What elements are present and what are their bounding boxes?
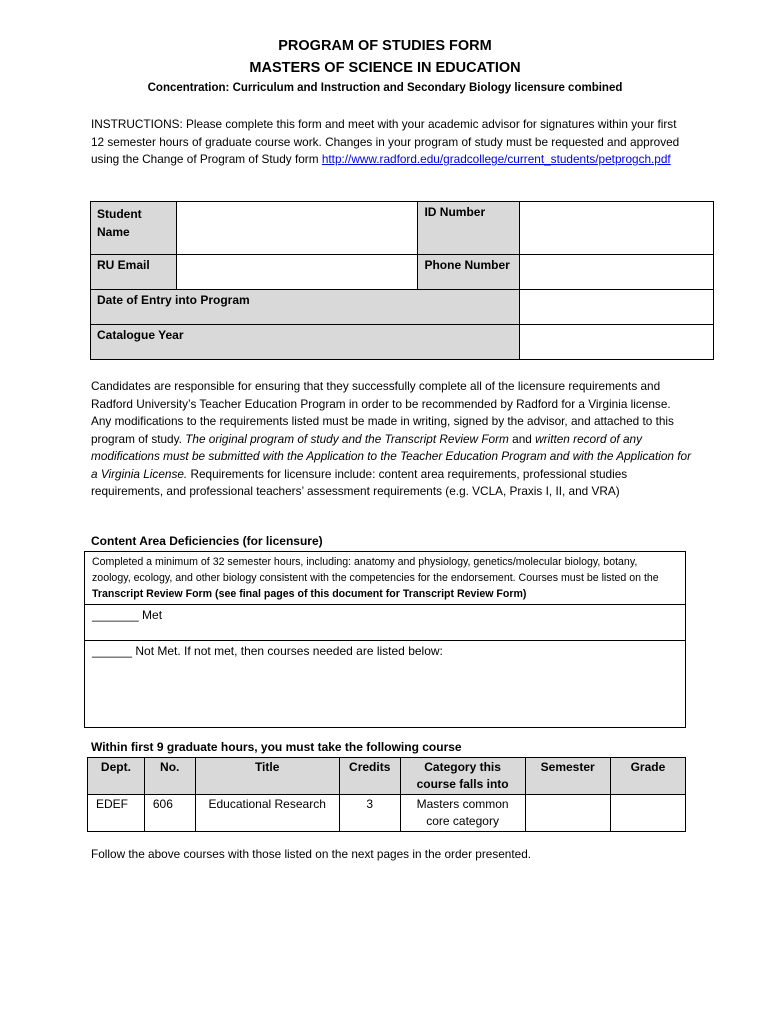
candidates-italic-1: The original program of study and the Transcript Review Form <box>185 431 509 446</box>
id-number-field[interactable] <box>520 202 714 255</box>
courses-table <box>87 757 686 832</box>
candidates-text-2: and <box>512 431 532 446</box>
candidates-text-3: Requirements for licensure include: content area requirements, professional studies requirements, and professional teachers’ assessment requirements (e.g. VCLA, Praxis I, II, and VRA) <box>91 466 628 498</box>
candidates-text-1: Candidates are responsible for ensuring that they successfully complete all of the licensure requirements and Radford University’s Teacher Education Program in order to be recommended by Radford for a Virginia license. Any modifications to the requirements listed must be made in writing, signed by the advisor, and attached to this program of study. <box>91 379 674 446</box>
content-area-description-text: Completed a minimum of 32 semester hours, including: anatomy and physiology, genetics/molecular biology, botany, zoology, ecology, and other biology consistent with the competencies for the endorsement. Courses must be listed on the <box>92 556 659 584</box>
degree-title: MASTERS OF SCIENCE IN EDUCATION <box>249 60 521 76</box>
transcript-review-note: Transcript Review Form (see final pages of this document for Transcript Review Form) <box>92 588 527 600</box>
phone-number-field[interactable] <box>520 255 714 290</box>
col-credits: Credits <box>339 758 400 795</box>
cell-no: 606 <box>144 795 195 832</box>
content-area-heading: Content Area Deficiencies (for licensure) <box>91 534 323 548</box>
form-title: PROGRAM OF STUDIES FORM <box>278 38 492 54</box>
student-info-table <box>90 201 714 360</box>
candidates-paragraph <box>91 378 691 501</box>
col-category: Category this course falls into <box>400 758 525 795</box>
col-title: Title <box>195 758 339 795</box>
cell-semester[interactable] <box>525 795 610 832</box>
student-name-label: Student Name <box>91 202 177 255</box>
cell-category: Masters common core category <box>400 795 525 832</box>
student-name-field[interactable] <box>176 202 418 255</box>
content-area-description <box>85 552 686 605</box>
ru-email-label: RU Email <box>91 255 177 290</box>
follow-note: Follow the above courses with those listed on the next pages in the order presented. <box>91 847 532 861</box>
change-form-link[interactable]: http://www.radford.edu/gradcollege/current_students/petprogch.pdf <box>321 152 671 166</box>
catalogue-year-field[interactable] <box>520 325 714 360</box>
instructions-block <box>91 116 691 169</box>
date-of-entry-field[interactable] <box>520 290 714 325</box>
instructions-text: INSTRUCTIONS: Please complete this form and meet with your academic advisor for signatures within your first 12 semester hours of graduate course work. Changes in your program of study must be requested and approved using the Change of Program of Study form <box>91 117 680 166</box>
cell-title: Educational Research <box>195 795 339 832</box>
catalogue-year-label: Catalogue Year <box>91 325 520 360</box>
col-semester: Semester <box>525 758 610 795</box>
ru-email-field[interactable] <box>176 255 418 290</box>
cell-credits: 3 <box>339 795 400 832</box>
cell-dept: EDEF <box>88 795 145 832</box>
col-grade: Grade <box>610 758 685 795</box>
concentration-line: Concentration: Curriculum and Instruction and Secondary Biology licensure combined <box>147 82 623 94</box>
not-met-line[interactable]: ______ Not Met. If not met, then courses needed are listed below: <box>85 641 686 728</box>
col-dept: Dept. <box>88 758 145 795</box>
content-area-table <box>84 551 686 728</box>
date-of-entry-label: Date of Entry into Program <box>91 290 520 325</box>
table-row <box>88 795 686 832</box>
cell-grade[interactable] <box>610 795 685 832</box>
candidates-italic-2: written record of any modifications must be submitted with the Application to the Teacher Education Program and with the Application for a Virginia License. <box>91 431 692 481</box>
id-number-label: ID Number <box>418 202 520 255</box>
courses-heading: Within first 9 graduate hours, you must take the following course <box>91 740 462 754</box>
phone-number-label: Phone Number <box>418 255 520 290</box>
col-no: No. <box>144 758 195 795</box>
met-line[interactable]: _______ Met <box>85 605 686 641</box>
